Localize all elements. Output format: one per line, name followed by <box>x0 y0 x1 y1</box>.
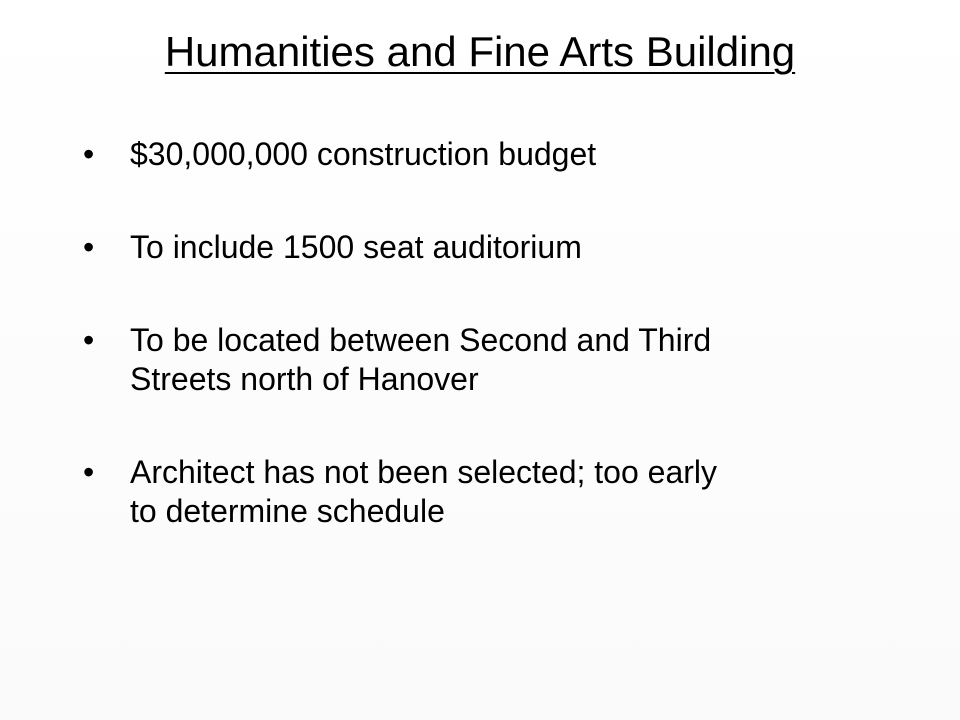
bullet-item-budget <box>83 135 943 174</box>
bullet-item-architect <box>83 453 943 531</box>
bullet-icon: • <box>83 454 95 490</box>
bullet-icon: • <box>83 229 95 265</box>
bullet-item-auditorium <box>83 228 943 267</box>
bullet-icon: • <box>83 136 95 172</box>
bullet-text: Architect has not been selected; too early to determine schedule <box>130 454 718 529</box>
bullet-text: To include 1500 seat auditorium <box>130 229 582 265</box>
bullet-list <box>83 135 943 531</box>
bullet-icon: • <box>83 322 95 358</box>
bullet-text: $30,000,000 construction budget <box>130 136 597 172</box>
slide-title: Humanities and Fine Arts Building <box>164 28 796 75</box>
bullet-text: To be located between Second and Third Streets north of Hanover <box>130 322 712 397</box>
bullet-item-location <box>83 321 943 399</box>
